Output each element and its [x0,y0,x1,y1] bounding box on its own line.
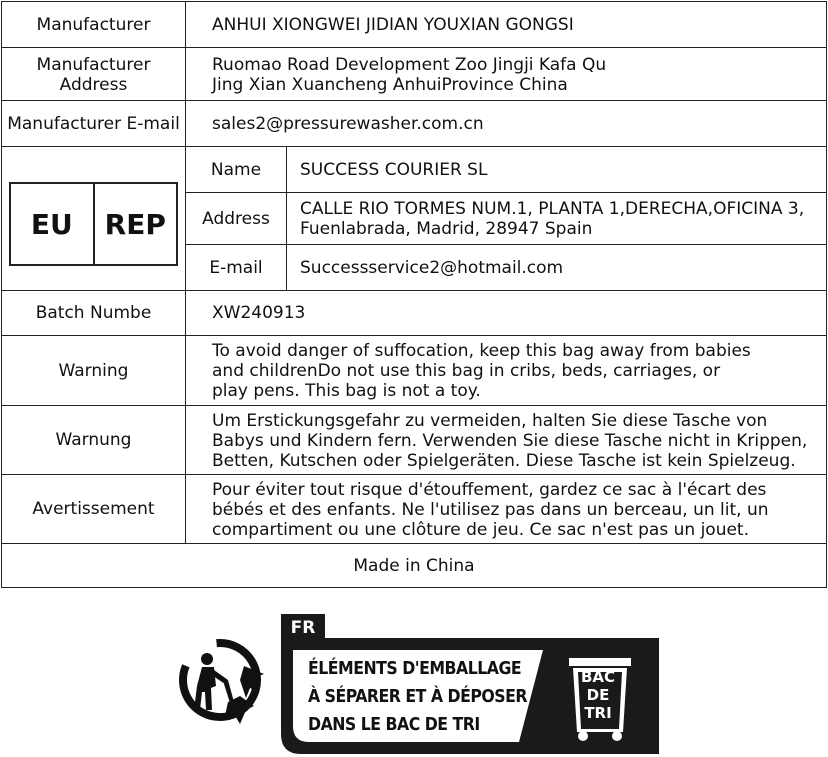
warning-en-value: To avoid danger of suffocation, keep this bag away from babies and childrenDo not use this bag in cribs, beds, carriages, or play pens. This bag is not a toy. [212,341,751,401]
eu-rep-badge-left: EU [30,207,73,241]
column-divider [286,146,287,290]
warning-fr-value: Pour éviter tout risque d'étouffement, gardez ce sac à l'écart des bébés et des enfants. Ne l'utilisez pas dans un berceau, un lit, un compartiment ou une clôture de jeu. Ce sac n'est pas un jouet. [212,479,769,540]
eurep-email-label: E-mail [209,257,263,278]
warning-de-label: Warnung [55,430,132,450]
row-divider [1,47,827,48]
eurep-email-value: Successservice2@hotmail.com [300,257,564,278]
manufacturer-address-value: Ruomao Road Development Zoo Jingji Kafa Qu Jing Xian Xuancheng AnhuiProvince China [212,54,607,95]
row-divider [185,244,827,245]
country-tag: FR [281,614,325,642]
manufacturer-label: Manufacturer [36,14,151,35]
bin-line-3: TRI [584,704,612,722]
warning-en-label: Warning [58,360,129,381]
row-divider [1,100,827,101]
row-divider [185,192,827,193]
eurep-name-label: Name [210,159,262,180]
eurep-name-value: SUCCESS COURIER SL [300,159,488,180]
bin-label [573,668,623,722]
batch-value: XW240913 [212,303,306,323]
warning-de-value: Um Erstickungsgefahr zu vermeiden, halten Sie diese Tasche von Babys und Kindern fern. Verwenden Sie diese Tasche nicht in Krippen, Betten, Kutschen oder Spielgeräten. Diese Tasche ist kein Spielzeug. [212,410,808,471]
triman-icon [176,636,272,726]
manufacturer-email-label: Manufacturer E-mail [7,113,180,134]
row-divider [1,335,827,336]
row-divider [1,405,827,406]
origin-text: Made in China [353,555,475,576]
sorting-instructions [308,655,548,739]
sorting-line-2: À SÉPARER ET À DÉPOSER [308,687,527,707]
eurep-address-value: CALLE RIO TORMES NUM.1, PLANTA 1,DERECHA,OFICINA 3, Fuenlabrada, Madrid, 28947 Spain [300,199,805,239]
sorting-line-3: DANS LE BAC DE TRI [308,715,480,735]
bin-line-1: BAC [580,668,616,686]
warning-fr-label: Avertissement [32,499,155,519]
manufacturer-value: ANHUI XIONGWEI JIDIAN YOUXIAN GONGSI [212,14,574,35]
manufacturer-email-value: sales2@pressurewasher.com.cn [212,113,484,134]
row-divider [1,290,827,291]
batch-label: Batch Numbe [35,303,152,323]
eu-rep-badge-right: REP [93,184,177,264]
row-divider [1,543,827,544]
row-divider [1,474,827,475]
column-divider [185,1,186,543]
bin-line-2: DE [586,686,610,704]
row-divider [1,146,827,147]
eurep-address-label: Address [202,208,270,229]
sorting-line-1: ÉLÉMENTS D'EMBALLAGE [308,659,522,679]
eu-rep-badge [9,182,178,266]
manufacturer-address-label: Manufacturer Address [36,54,151,95]
